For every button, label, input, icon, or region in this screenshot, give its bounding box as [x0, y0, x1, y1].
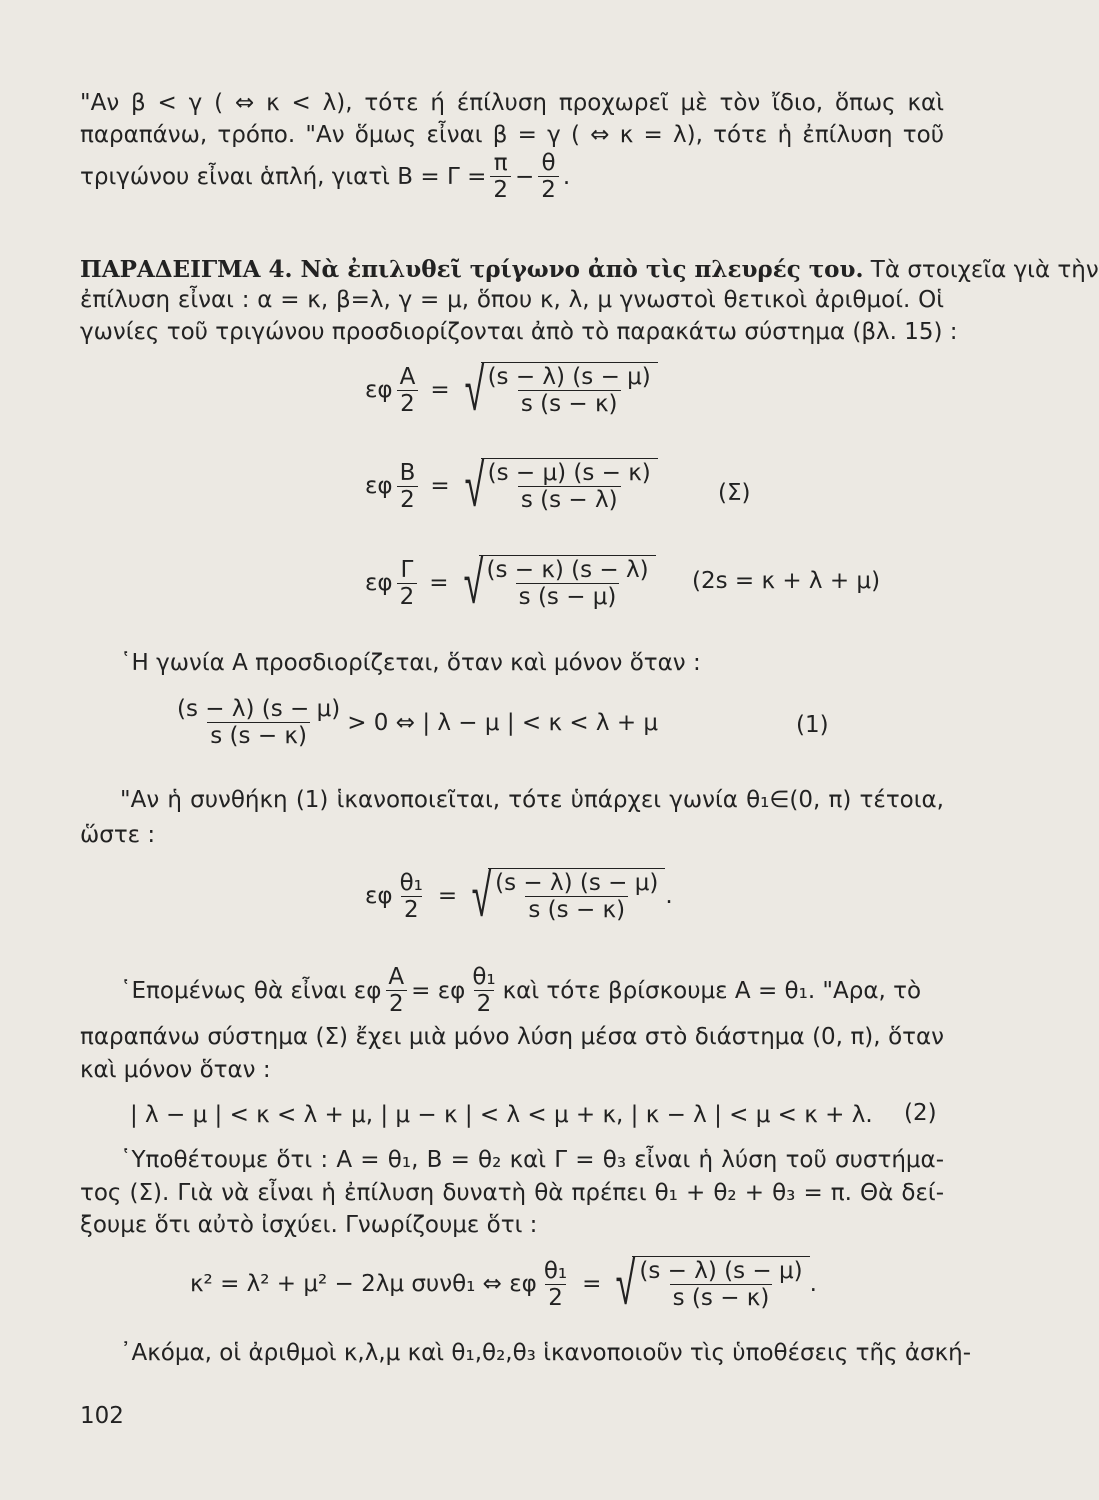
example-4-heading — [80, 255, 1099, 285]
cosine-law-equation — [190, 1249, 817, 1319]
sqrt-theta1 — [465, 861, 665, 931]
fraction-num: (s − κ) (s − λ) — [486, 557, 649, 583]
example-title: ΠΑΡΑΔΕΙΓΜΑ 4. Νὰ ἐπιλυθεῖ τρίγωνο ἀπὸ τὶς πλευρές του. — [80, 256, 864, 283]
equation-tan-B — [365, 451, 658, 521]
fraction-den: 2 — [397, 486, 418, 513]
sqrt-body — [479, 555, 655, 611]
semiperimeter-definition: (2s = κ + λ + μ) — [692, 568, 881, 594]
fraction-G-over-2 — [397, 557, 418, 610]
equals-sign: = — [430, 473, 450, 499]
text-line-1: "Αν β < γ ( ⇔ κ < λ), τότε ή έπίλυση προχωρεῖ μὲ τὸν ἴδιο, ὅπως καὶ — [80, 90, 944, 116]
fraction-den: 2 — [545, 1284, 566, 1311]
equals-sign: = — [429, 570, 449, 596]
fraction-pi-over-2 — [490, 150, 511, 203]
fraction — [174, 696, 343, 749]
sqrt-icon: √ — [471, 861, 492, 931]
text-line-16: ξουμε ὅτι αὐτὸ ἰσχύει. Γνωρίζουμε ὅτι : — [80, 1212, 538, 1238]
minus-sign: − — [514, 163, 535, 190]
fraction-num: (s − λ) (s − μ) — [177, 696, 341, 722]
text-line-11: παραπάνω σύστημα (Σ) ἔχει μιὰ μόνο λύση μέσα στὸ διάστημα (0, π), ὅταν — [80, 1024, 944, 1050]
condition-text: > 0 ⇔ | λ − μ | < κ < λ + μ — [347, 709, 659, 736]
text-line-7: ῾Η γωνία Α προσδιορίζεται, ὅταν καὶ μόνον ὅταν : — [120, 650, 701, 676]
fraction-num: Α — [399, 363, 416, 390]
text-line-10 — [120, 964, 921, 1017]
fraction — [483, 557, 651, 610]
period: . — [665, 883, 673, 909]
fraction — [636, 1258, 805, 1311]
sqrt-icon: √ — [463, 548, 483, 618]
fraction-den: 2 — [538, 176, 559, 203]
text-line-15: τος (Σ). Γιὰ νὰ εἶναι ἡ ἐπίλυση δυνατὴ θὰ πρέπει θ₁ + θ₂ + θ₃ = π. Θὰ δεί- — [80, 1180, 944, 1206]
fraction-num: Β — [399, 459, 416, 486]
line10-text: καὶ τότε βρίσκουμε Α = θ₁. "Αρα, τὸ — [502, 977, 922, 1004]
sqrt-body — [632, 1256, 809, 1312]
sqrt-icon: √ — [616, 1249, 636, 1319]
page-number: 102 — [80, 1403, 124, 1429]
fraction — [485, 460, 654, 513]
period: . — [562, 163, 571, 190]
sqrt-body — [488, 868, 665, 924]
text-line-9: ὥστε : — [80, 822, 156, 848]
fraction-den: 2 — [490, 176, 511, 203]
tan-label: εφ — [365, 377, 393, 403]
fraction-den: s (s − λ) — [518, 486, 621, 513]
fraction — [492, 870, 661, 923]
fraction-den: s (s − κ) — [518, 390, 621, 417]
equation-tan-theta1 — [365, 861, 673, 931]
text-line-14: ῾Υποθέτουμε ὅτι : Α = θ₁, Β = θ₂ καὶ Γ = θ₃ εἶναι ἡ λύση τοῦ συστήμα- — [120, 1147, 944, 1173]
sqrt-theta1 — [609, 1249, 809, 1319]
condition-equation — [170, 696, 658, 749]
text-line-3 — [80, 150, 570, 203]
fraction-den: 2 — [397, 390, 418, 417]
example-text: Τὰ στοιχεῖα γιὰ τὴν — [870, 257, 1099, 283]
fraction-den: 2 — [401, 896, 422, 923]
sqrt-A — [458, 355, 658, 425]
fraction-num: (s − λ) (s − μ) — [639, 1258, 803, 1284]
line10-text: = εφ — [411, 977, 466, 1004]
fraction-num: Α — [388, 964, 405, 990]
text-line-2: παραπάνω, τρόπο. "Αν ὅμως εἶναι β = γ ( ⇔ κ = λ), τότε ἡ ἐπίλυση τοῦ — [80, 122, 944, 148]
text-line-18: ᾿Ακόμα, οἱ ἀριθμοὶ κ,λ,μ καὶ θ₁,θ₂,θ₃ ἱκανοποιοῦν τὶς ὑποθέσεις τῆς ἀσκή- — [120, 1340, 972, 1366]
line10-text: ῾Επομένως θὰ εἶναι εφ — [120, 977, 382, 1004]
text-line-12: καὶ μόνον ὅταν : — [80, 1057, 271, 1083]
sqrt-icon: √ — [464, 355, 484, 425]
equation-tag-2: (2) — [904, 1100, 937, 1126]
fraction-den: s (s − κ) — [207, 722, 310, 749]
fraction-theta1-over-2 — [397, 870, 426, 923]
fraction-den: 2 — [386, 990, 407, 1017]
text-line-8: "Αν ἡ συνθήκη (1) ἱκανοποιεῖται, τότε ὑπάρχει γωνία θ₁∈(0, π) τέτοια, — [120, 787, 944, 813]
sqrt-body — [481, 362, 658, 418]
fraction-den: s (s − κ) — [525, 896, 628, 923]
system-tag: (Σ) — [718, 480, 751, 506]
fraction-den: s (s − κ) — [670, 1284, 773, 1311]
sqrt-body — [481, 458, 658, 514]
equals-sign: = — [437, 883, 458, 909]
fraction-num: π — [493, 150, 508, 176]
fraction-A-over-2 — [385, 964, 407, 1017]
fraction — [485, 364, 654, 417]
fraction-num: θ — [541, 150, 556, 176]
equation-tag-1: (1) — [796, 712, 829, 738]
fraction-num: θ₁ — [543, 1257, 568, 1284]
tan-label: εφ — [365, 473, 393, 499]
fraction-den: s (s − μ) — [516, 583, 620, 610]
sqrt-G — [457, 548, 656, 618]
equation-tan-A — [365, 355, 658, 425]
text-line-6: γωνίες τοῦ τριγώνου προσδιορίζονται ἀπὸ τὸ παρακάτω σύστημα (βλ. 15) : — [80, 319, 958, 345]
fraction-den: 2 — [397, 583, 418, 610]
fraction-num: θ₁ — [472, 964, 496, 990]
fraction-theta1-over-2 — [469, 964, 498, 1017]
fraction-den: 2 — [474, 990, 495, 1017]
equation-tan-G — [365, 548, 656, 618]
equals-sign: = — [582, 1271, 602, 1297]
text-line-5: ἐπίλυση εἶναι : α = κ, β=λ, γ = μ, ὅπου κ, λ, μ γνωστοὶ θετικοὶ ἀριθμοί. Οἱ — [80, 287, 944, 313]
fraction-num: (s − λ) (s − μ) — [495, 870, 659, 896]
fraction-num: (s − λ) (s − μ) — [487, 364, 651, 390]
line3-text: τριγώνου εἶναι ἁπλή, γιατὶ Β = Γ = — [80, 163, 487, 190]
fraction-theta-over-2 — [538, 150, 559, 203]
fraction-num: (s − μ) (s − κ) — [487, 460, 651, 486]
fraction-num: Γ — [400, 556, 414, 583]
sqrt-icon: √ — [464, 451, 485, 521]
fraction-A-over-2 — [397, 364, 419, 417]
sqrt-B — [458, 451, 658, 521]
inequalities-equation: | λ − μ | < κ < λ + μ, | μ − κ | < λ < μ + κ, | κ − λ | < μ < κ + λ. — [130, 1102, 873, 1128]
tan-label: εφ — [365, 570, 393, 596]
period: . — [809, 1271, 817, 1297]
tan-label: εφ — [365, 883, 393, 909]
fraction-B-over-2 — [397, 460, 419, 513]
fraction-theta1-over-2 — [541, 1258, 570, 1311]
fraction-num: θ₁ — [399, 869, 423, 896]
equals-sign: = — [430, 377, 450, 403]
cosine-law-text: κ² = λ² + μ² − 2λμ συνθ₁ ⇔ εφ — [190, 1271, 537, 1297]
